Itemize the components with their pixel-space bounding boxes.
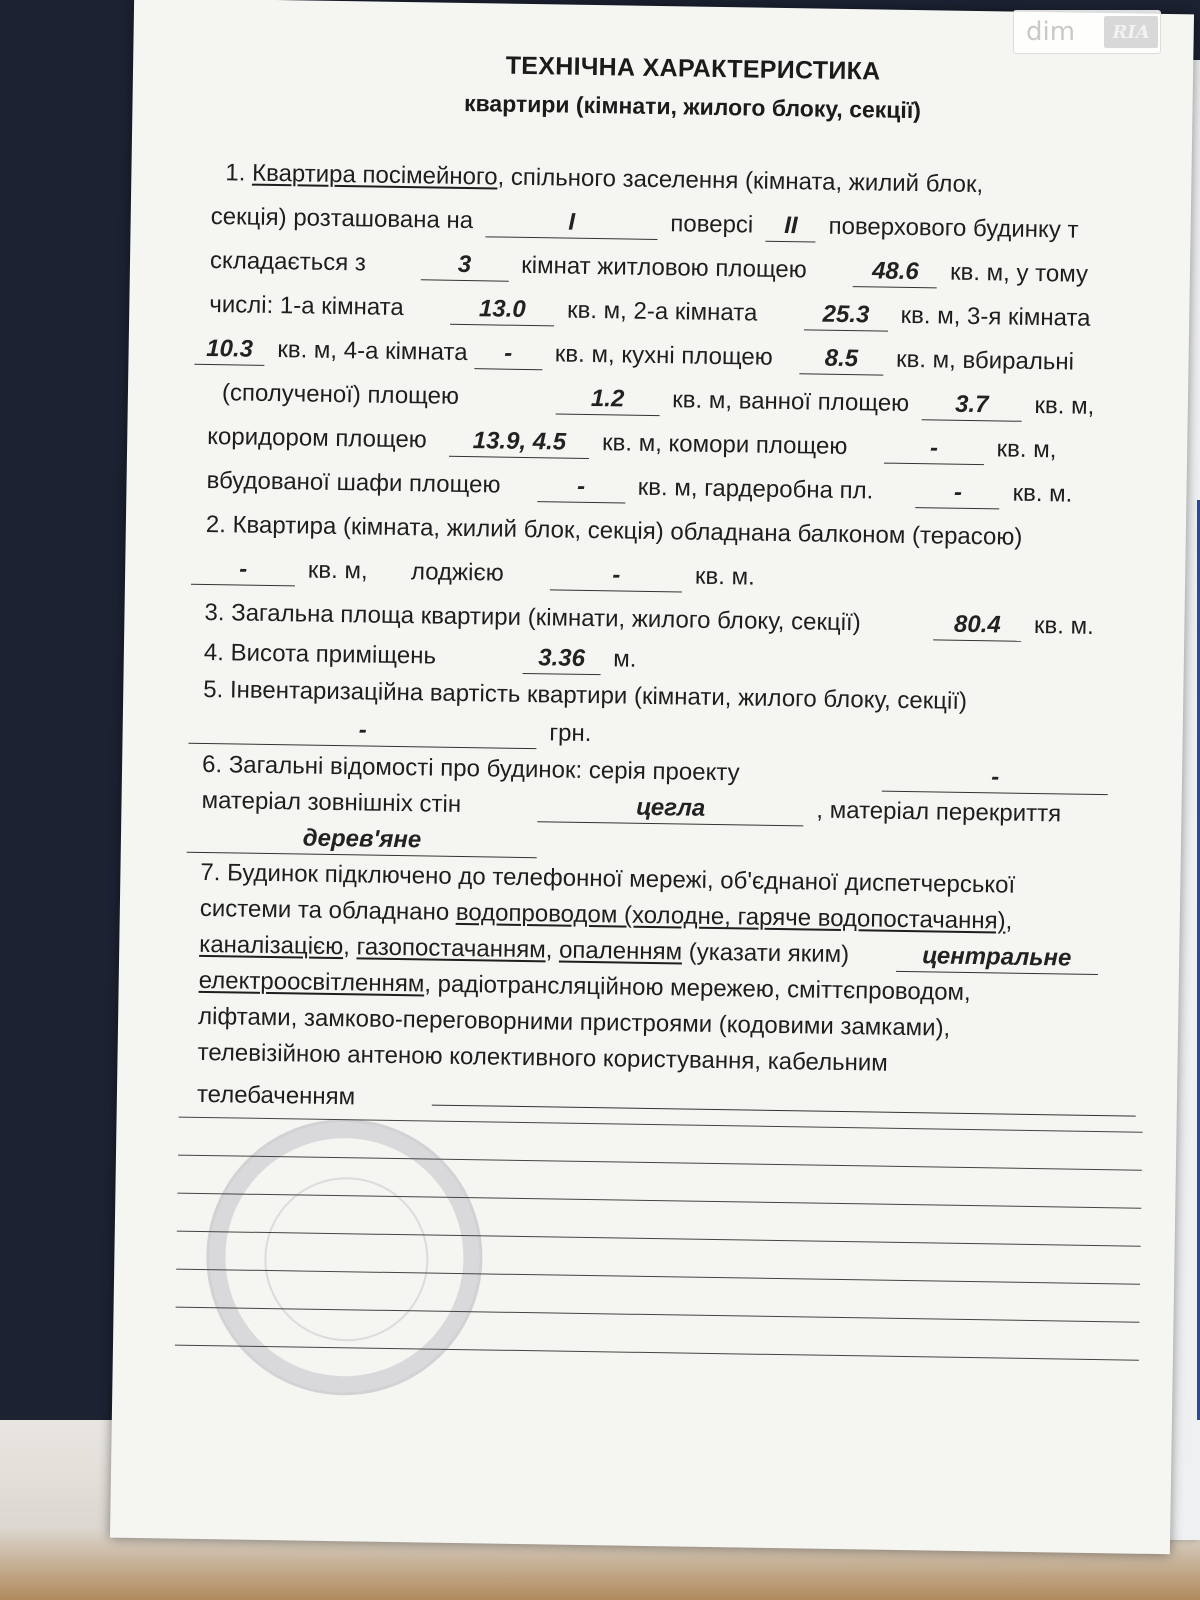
balcony-area-field: - (191, 554, 295, 587)
s1-text-g: кімнат житловою площею (521, 251, 807, 284)
s7-electric-lighting: електроосвітленням (198, 966, 425, 998)
s1-text-v: кв. м, гардеробна пл. (637, 473, 874, 505)
corridor-area-field: 13.9, 4.5 (449, 426, 589, 459)
room2-area-field: 25.3 (804, 299, 888, 331)
s7-text-a: 7. Будинок підключено до телефонної мережі, об'єднаної диспетчерської (200, 858, 1016, 899)
s1-text-c: секція) розташована на (210, 203, 474, 235)
s7-text-f: телевізійною антеною колективного користування, кабельним (197, 1038, 888, 1077)
loggia-area-field: - (550, 559, 682, 592)
s1-text-k: кв. м, 3-я кімната (900, 301, 1091, 332)
s1-text-i: числі: 1-а кімната (209, 290, 404, 322)
wall-material-field: цегла (538, 791, 804, 826)
floors-count-field: II (766, 211, 816, 243)
wardrobe-area-field: - (916, 477, 1000, 509)
s4-text-b: м. (613, 645, 637, 673)
s6-text-c: , матеріал перекриття (816, 796, 1062, 828)
s7-text-e: ліфтами, замково-переговорними пристроями (кодовими замками), (197, 1002, 951, 1042)
s1-text-t: кв. м, (996, 435, 1057, 464)
s1-text-r: коридором площею (207, 422, 427, 454)
s2-text-b: кв. м, (307, 556, 368, 585)
kitchen-area-field: 8.5 (799, 343, 883, 375)
s1-text-n: кв. м, вбиральні (895, 345, 1075, 376)
inventory-value-field: - (188, 713, 536, 749)
floor-field: I (486, 206, 658, 240)
s7-text-b1: системи та обладнано (199, 894, 457, 926)
s1-text-j: кв. м, 2-а кімната (566, 296, 758, 327)
s6-text-a: 6. Загальні відомості про будинок: серія проекту (201, 750, 740, 787)
site-watermark (1013, 10, 1161, 54)
s1-text-f: складається з (209, 246, 367, 277)
s2-text-c: лоджією (410, 558, 504, 587)
s3-text-a: 3. Загальна площа квартири (кімнати, жилого блоку, секції) (204, 598, 861, 637)
closet-area-field: - (537, 471, 625, 503)
s1-text-m: кв. м, кухні площею (554, 340, 773, 371)
s1-text-e: поверхового будинку т (828, 212, 1079, 244)
s1-text-d: поверсі (670, 210, 754, 239)
s3-text-b: кв. м. (1033, 611, 1094, 640)
pantry-area-field: - (884, 433, 984, 466)
s7-sewerage: каналізацією (199, 930, 344, 961)
heating-type-field: центральне (896, 941, 1098, 975)
s2-text-d: кв. м. (694, 562, 755, 591)
total-area-field: 80.4 (933, 609, 1021, 641)
s1-text-l: кв. м, 4-а кімната (277, 336, 468, 367)
s7-heating: опаленням (558, 936, 683, 966)
watermark-logo-icon: RIA (1104, 16, 1158, 48)
document-body (197, 151, 1172, 1122)
s1-text-s: кв. м, комори площею (601, 429, 848, 461)
s2-text-a: 2. Квартира (кімната, жилий блок, секція) обладнана балконом (терасою) (205, 510, 1023, 551)
s7-water-supply: водопроводом (холодне, гаряче водопостачання) (455, 898, 1006, 935)
s1-text-o: (сполученої) площею (221, 379, 460, 410)
project-series-field: - (882, 761, 1108, 796)
ceiling-material-field: дерев'яне (187, 822, 537, 858)
s1-text-p: кв. м, ванної площею (672, 386, 910, 417)
s1-number: 1. (225, 159, 246, 187)
s1-text-u: вбудованої шафи площею (206, 466, 501, 499)
document-title: ТЕХНІЧНА ХАРАКТЕРИСТИКА (505, 51, 881, 86)
s7-sep-2: , (545, 936, 560, 964)
room1-area-field: 13.0 (450, 294, 554, 327)
ceiling-height-field: 3.36 (522, 643, 600, 675)
s1-text-w: кв. м. (1012, 479, 1073, 508)
s1-text-q: кв. м, (1034, 391, 1095, 420)
document-page (110, 0, 1194, 1554)
s7-text-b3: , (1005, 907, 1013, 935)
watermark-text: dim (1026, 17, 1076, 47)
room4-area-field: - (474, 338, 542, 370)
s5-text-a: 5. Інвентаризаційна вартість квартири (кімнати, жилого блоку, секції) (203, 675, 968, 715)
s1-text-b: , спільного заселення (кімната, жилий блок, (497, 163, 984, 199)
rooms-count-field: 3 (420, 249, 508, 281)
s1-text-h: кв. м, у тому (949, 258, 1089, 288)
living-area-field: 48.6 (853, 256, 937, 288)
bath-area-field: 3.7 (922, 389, 1022, 422)
document-subtitle: квартири (кімнати, жилого блоку, секції) (463, 89, 922, 124)
room3-area-field: 10.3 (194, 334, 264, 366)
document-content (197, 47, 1174, 1122)
s7-sep-1: , (343, 933, 357, 961)
s4-text-a: 4. Висота приміщень (203, 638, 437, 670)
toilet-area-field: 1.2 (555, 383, 659, 416)
s7-gas-supply: газопостачанням (356, 933, 546, 964)
s7-text-c6: (указати яким) (681, 938, 850, 969)
s7-text-d2: , радіотрансляційною мережею, сміттєпроводом, (424, 970, 971, 1007)
s5-text-b: грн. (549, 719, 592, 748)
stamp-inner-ring (263, 1176, 430, 1343)
s6-text-b: матеріал зовнішніх стін (201, 786, 462, 819)
s1-apartment-type: Квартира посімейного (251, 159, 498, 191)
s7-text-g: телебаченням (196, 1080, 356, 1111)
